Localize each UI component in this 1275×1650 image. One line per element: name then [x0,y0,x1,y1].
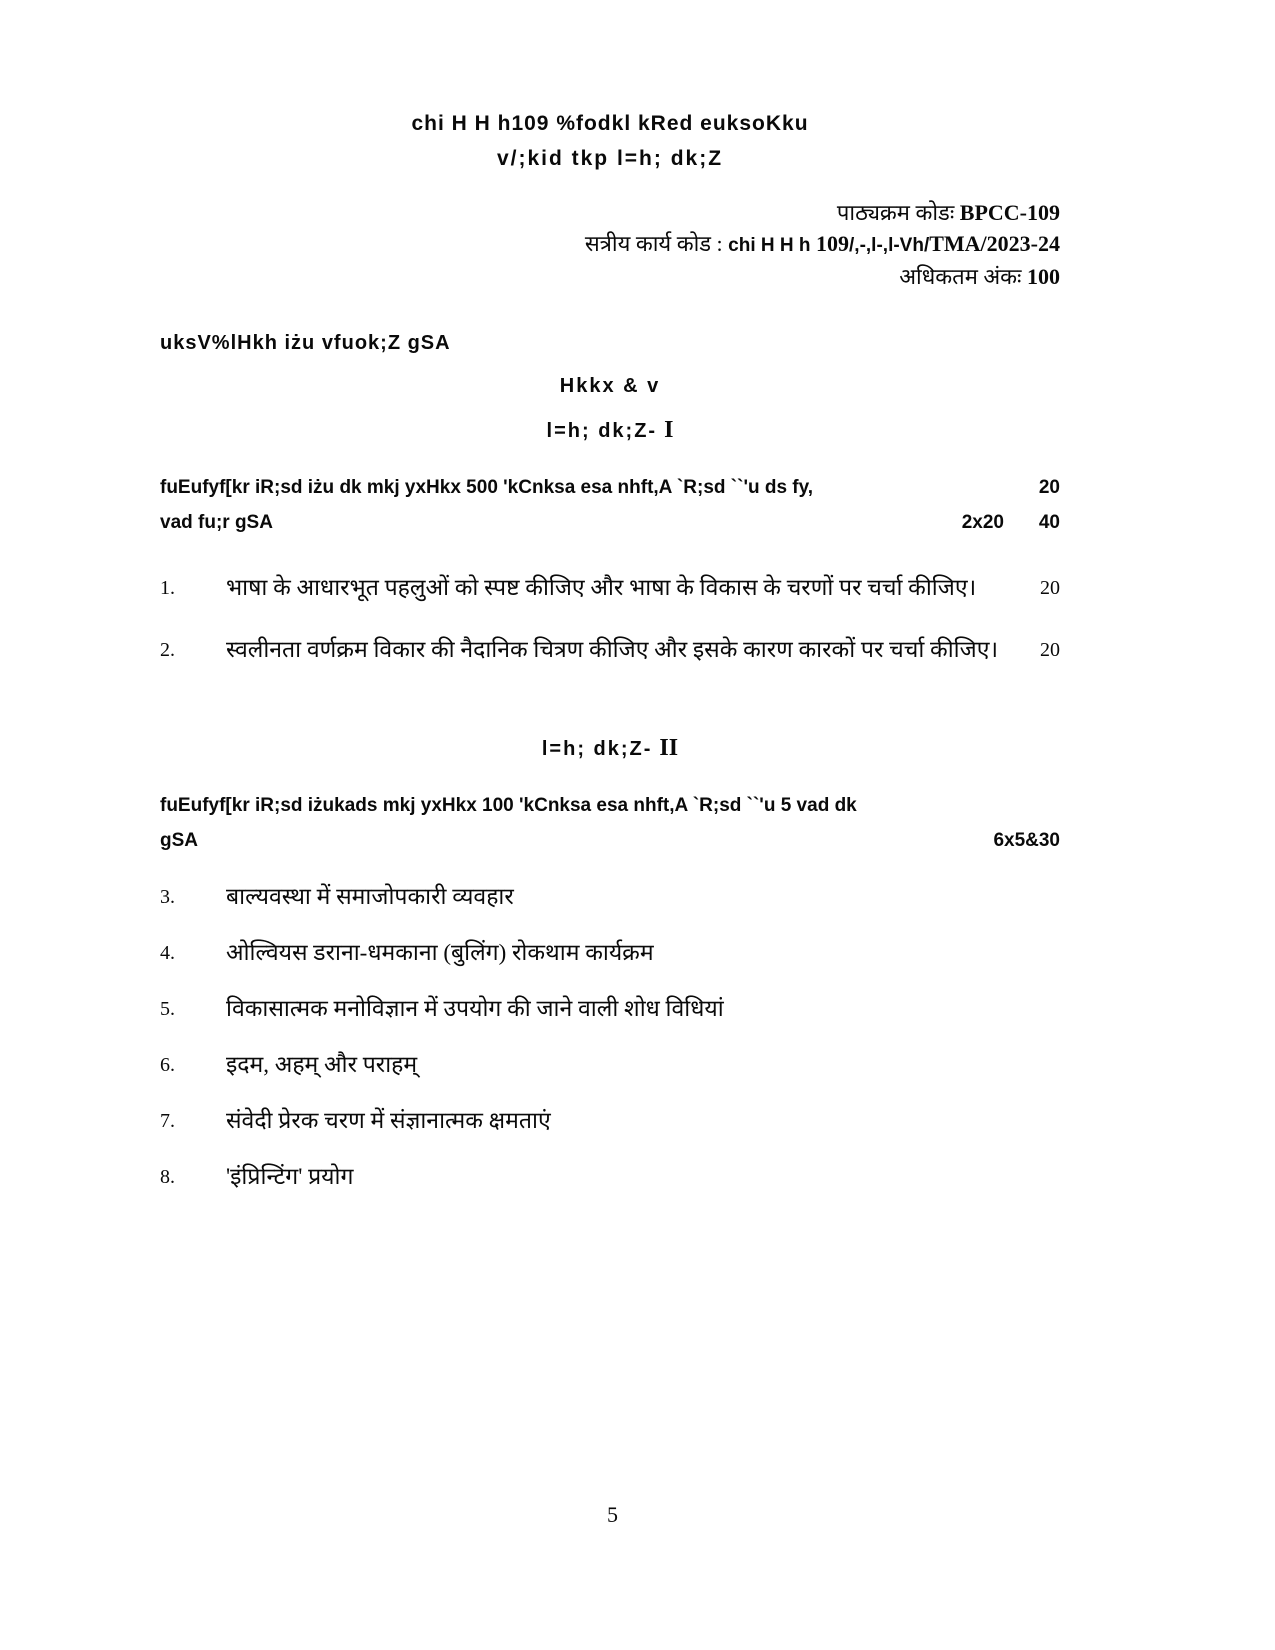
question-row-5 [160,986,1060,1032]
section1-instruction-text1: fuEufyf[kr iR;sd iżu dk mkj yxHkx 500 'kCnksa esa nhft,A `R;sd ``'u ds fy, [160,477,814,498]
question-number: 7. [160,1110,175,1132]
page-number: 5 [607,1502,618,1527]
assignment-code-line [160,228,1060,261]
section2-heading-text: l=h; dk;Z- [541,738,653,760]
part-heading: Hkkx & v [559,375,661,397]
assignment-code-part2: 109 [816,231,850,256]
section1-heading [160,417,1060,444]
section1-instruction-line2 [160,505,1060,540]
question-number: 4. [160,942,175,964]
question-row-7 [160,1098,1060,1144]
question-row-4 [160,930,1060,976]
course-code-line [160,197,1060,228]
question-row-2 [160,627,1060,673]
section1-instruction [160,470,1060,540]
course-code-value: BPCC-109 [959,200,1060,225]
assignment-code-part4: TMA/2023-24 [929,231,1060,256]
question-text: ओल्वियस डराना-धमकाना (बुलिंग) रोकथाम कार्यक्रम [226,940,654,965]
question-text: भाषा के आधारभूत पहलुओं को स्पष्ट कीजिए और भाषा के विकास के चरणों पर चर्चा कीजिए। [226,575,977,600]
section1-instruction-line1 [160,470,1060,505]
question-text: संवेदी प्रेरक चरण में संज्ञानात्मक क्षमताएं [226,1108,551,1133]
section1-heading-text: l=h; dk;Z- [546,420,658,442]
question-text: इदम, अहम् और पराहम् [226,1052,418,1077]
question-row-3 [160,874,1060,920]
section2-instruction-line1 [160,788,1060,823]
question-marks: 20 [1040,639,1060,661]
course-code-label: पाठ्यक्रम कोडः [836,200,955,225]
header-codes-block [160,197,1060,292]
max-marks-line [160,261,1060,292]
course-title-line2: v/;kid tkp l=h; dk;Z [496,147,724,170]
section1-heading-numeral: I [664,417,674,443]
section2-instruction [160,788,1060,858]
max-marks-label: अधिकतम अंकः [899,264,1022,289]
question-row-6 [160,1042,1060,1088]
max-marks-value: 100 [1027,264,1060,289]
question-row-8 [160,1154,1060,1200]
question-number: 2. [160,639,175,661]
question-number: 8. [160,1166,175,1188]
course-title-line1: chi H H h109 %fodkl kRed euksoKku [411,112,809,135]
section2-instruction-line2 [160,823,1060,858]
page-content [160,0,1060,1200]
section1-instruction-text2: vad fu;r gSA [160,512,273,533]
section2-instruction-text1: fuEufyf[kr iR;sd iżukads mkj yxHkx 100 'kCnksa esa nhft,A `R;sd ``'u 5 vad dk [160,795,857,816]
question-marks: 20 [1040,577,1060,599]
question-number: 5. [160,998,175,1020]
note-line: uksV%lHkh iżu vfuok;Z gSA [160,332,451,354]
assignment-code-part3: /,-,l-,l-Vh/ [849,235,930,256]
section1-marks-formula: 2x20 [961,512,1004,533]
question-number: 6. [160,1054,175,1076]
section2-heading [160,735,1060,762]
question-text: स्वलीनता वर्णक्रम विकार की नैदानिक चित्रण कीजिए और इसके कारण कारकों पर चर्चा कीजिए। [226,637,999,662]
assignment-code-label: सत्रीय कार्य कोड : [584,231,723,256]
question-text: बाल्यवस्था में समाजोपकारी व्यवहार [226,884,514,909]
section1-instruction-marks-perq: 20 [1038,477,1060,498]
section2-marks-total: 6x5&30 [993,830,1060,851]
question-row-1 [160,565,1060,611]
question-number: 1. [160,577,175,599]
section1-marks-total: 40 [1038,512,1060,533]
question-text: विकासात्मक मनोविज्ञान में उपयोग की जाने वाली शोध विधियां [226,996,724,1021]
section2-heading-numeral: II [659,735,679,761]
question-text: 'इंप्रिन्टिंग' प्रयोग [226,1164,354,1189]
section2-instruction-text2: gSA [160,830,198,851]
question-number: 3. [160,886,175,908]
assignment-code-part1: chi H H h [728,235,811,256]
